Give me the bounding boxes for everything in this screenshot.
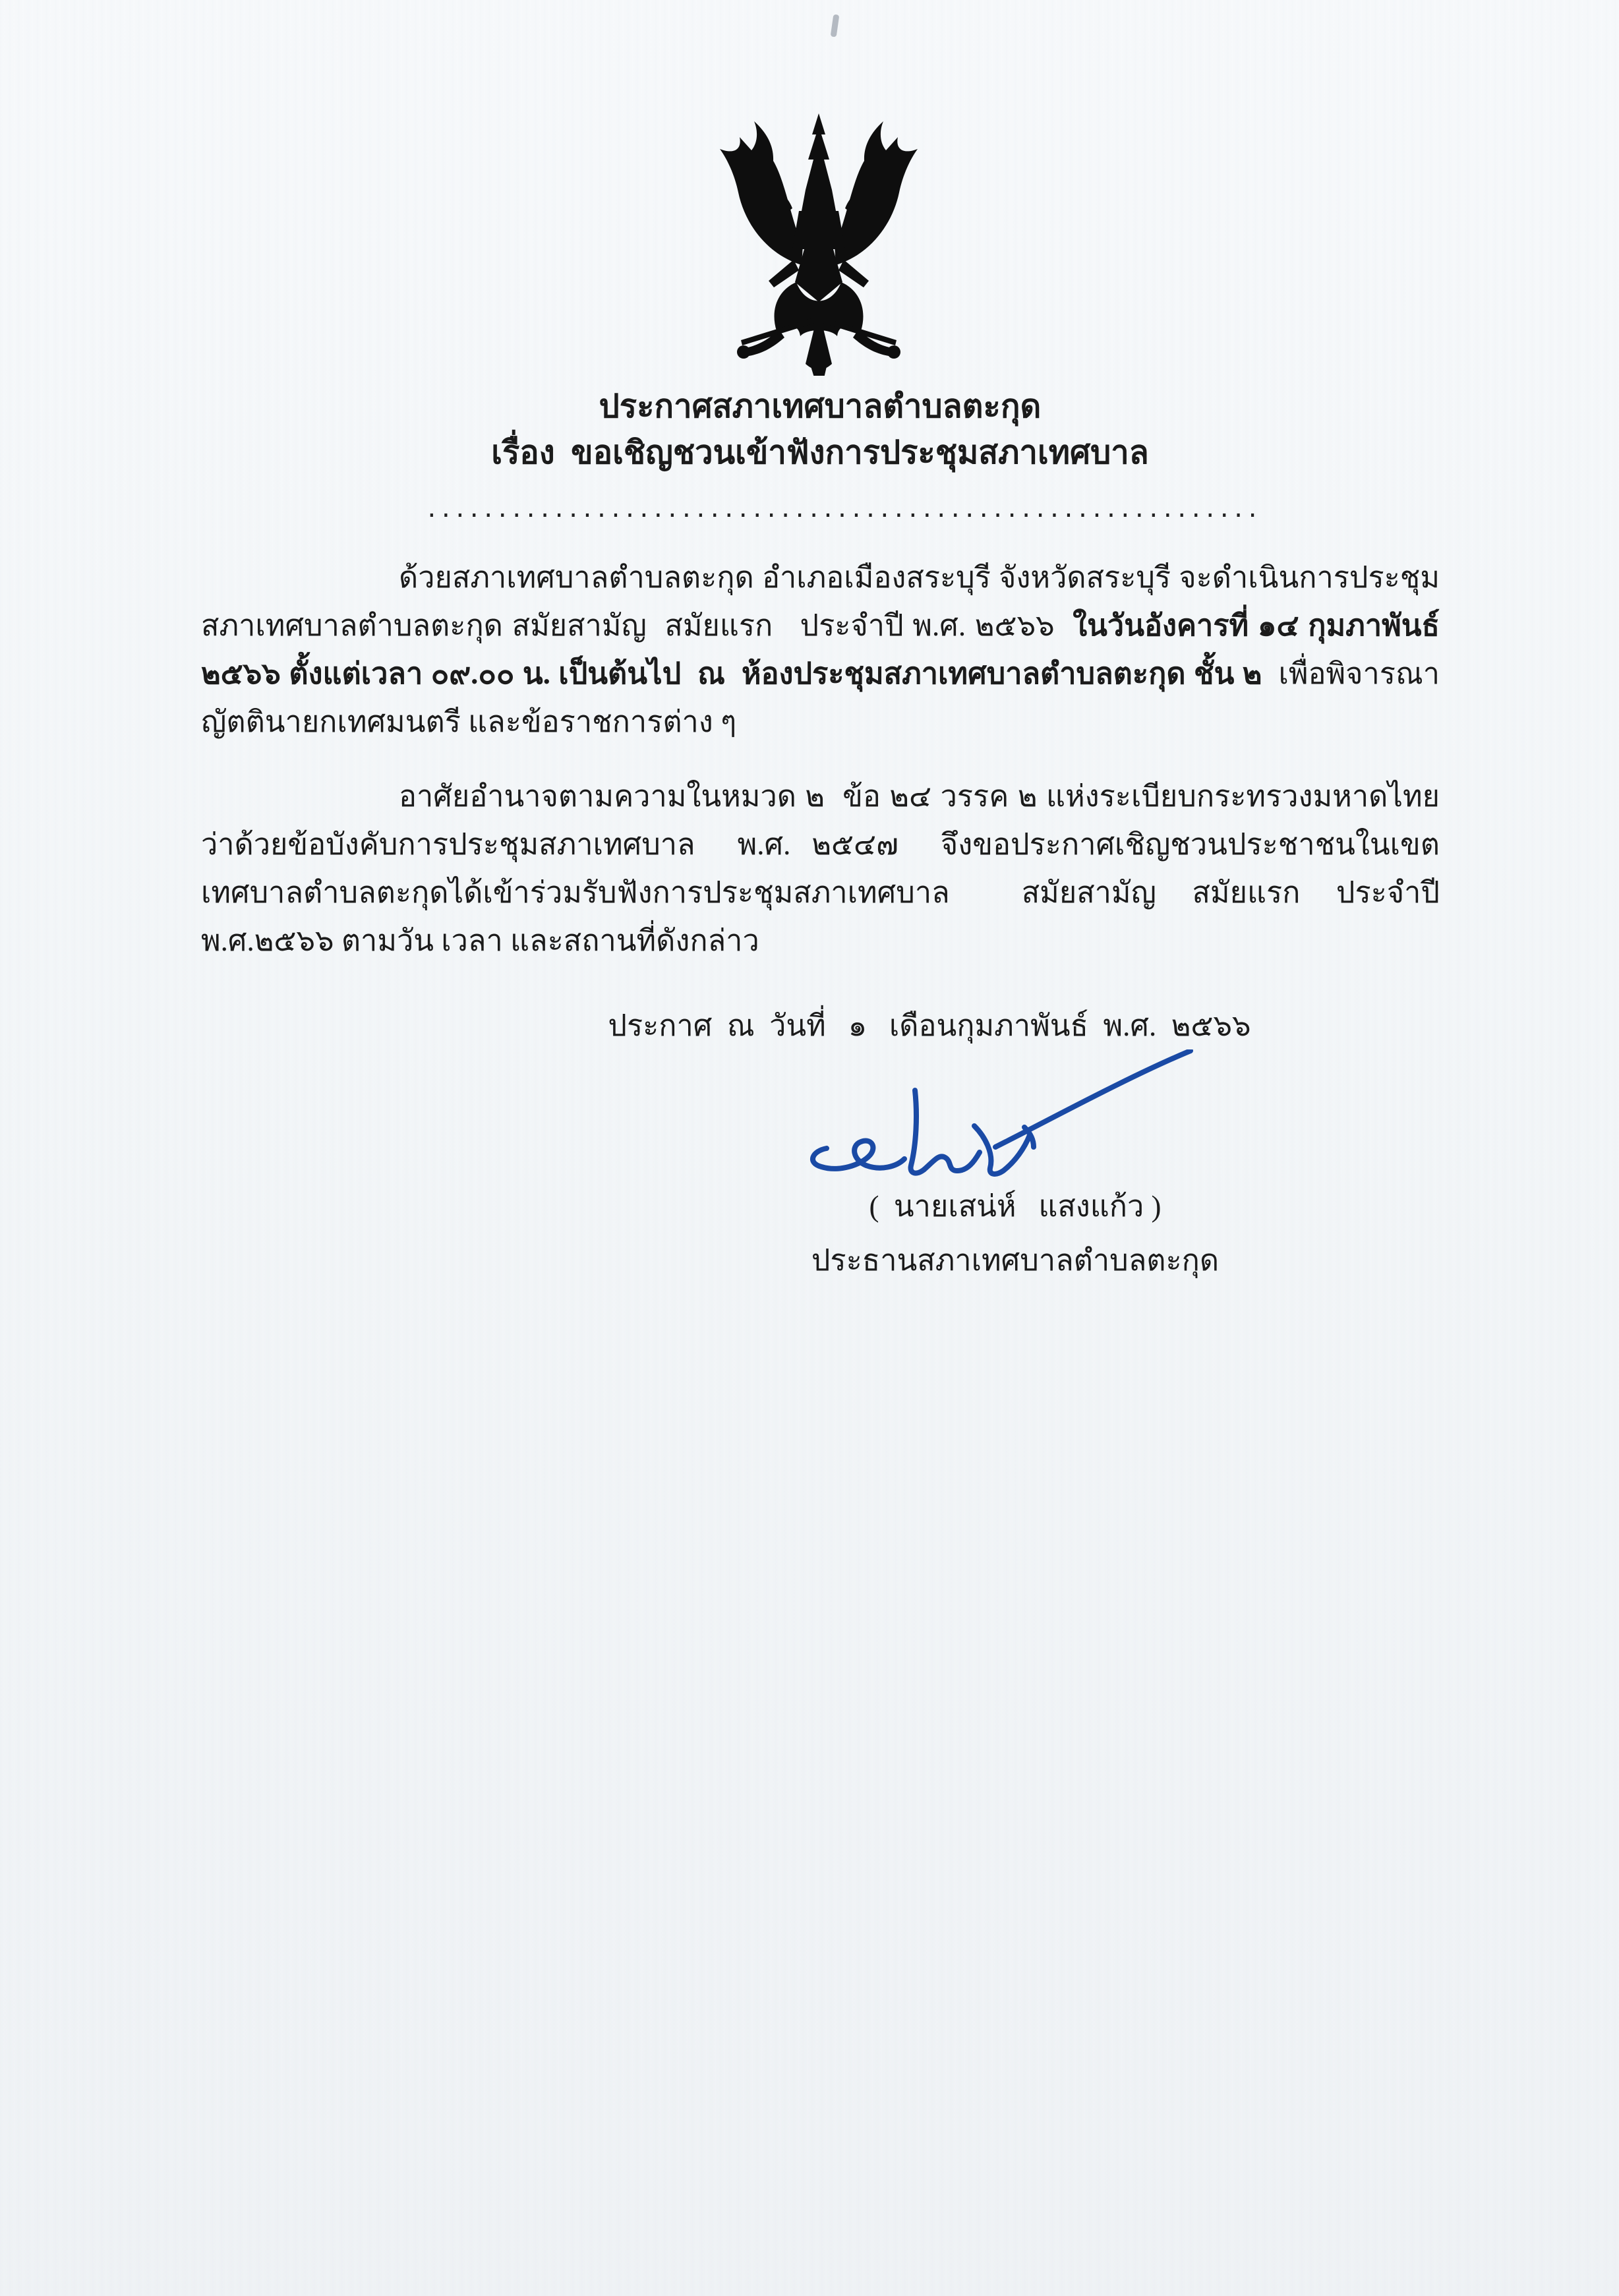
paragraph-1 — [201, 554, 1448, 746]
document-title: ประกาศสภาเทศบาลตำบลตะกุด — [599, 388, 1042, 425]
announcement-date-line: ประกาศ ณ วันที่ ๑ เดือนกุมภาพันธ์ พ.ศ. ๒๕๖๖ — [608, 1009, 1251, 1042]
paragraph-1-purpose: เพื่อพิจารณาญัตตินายกเทศมนตรี และข้อราชการต่าง ๆ — [201, 657, 1440, 738]
paragraph-1-intro: ด้วยสภาเทศบาลตำบลตะกุด อำเภอเมืองสระบุรี จังหวัดสระบุรี จะดำเนินการประชุมสภาเทศบาลตำบลตะกุด สมัยสามัญ สมัยแรก ประจำปี พ.ศ. ๒๕๖๖ — [201, 561, 1440, 642]
signatory-name: ( นายเสน่ห์ แสงแก้ว ) — [869, 1190, 1162, 1223]
paragraph-1-meeting-datetime: ในวันอังคารที่ ๑๔ กุมภาพันธ์ ๒๕๖๖ ตั้งแต่เวลา ๐๙.๐๐ น. เป็นต้นไป ณ ห้องประชุมสภาเทศบาลตำบลตะกุด ชั้น ๒ — [201, 609, 1448, 690]
garuda-emblem — [696, 0, 941, 376]
paragraph-2: อาศัยอำนาจตามความในหมวด ๒ ข้อ ๒๔ วรรค ๒ แห่งระเบียบกระทรวงมหาดไทย ว่าด้วยข้อบังคับการประชุมสภาเทศบาล พ.ศ. ๒๕๔๗ จึงขอประกาศเชิญชวนประชาชนในเขตเทศบาลตำบลตะกุดได้เข้าร่วมรับฟังการประชุมสภาเทศบาล สมัยสามัญ สมัยแรก ประจำปี พ.ศ.๒๕๖๖ ตามวัน เวลา และสถานที่ดังกล่าว — [201, 780, 1448, 957]
document-subject: เรื่อง ขอเชิญชวนเข้าฟังการประชุมสภาเทศบาล — [491, 434, 1149, 471]
signature-block — [712, 1049, 1318, 1280]
divider-dots: ........................................................... — [425, 496, 1260, 523]
handwritten-signature — [712, 1049, 1318, 1187]
signatory-title: ประธานสภาเทศบาลตำบลตะกุด — [811, 1244, 1220, 1277]
